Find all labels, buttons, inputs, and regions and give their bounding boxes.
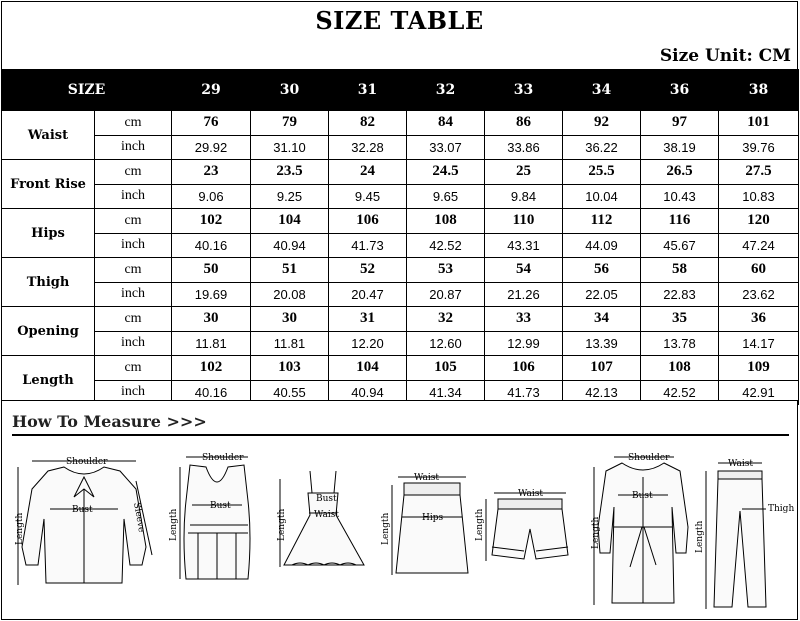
inch-value-cell: 45.67 [641,233,719,258]
inch-value-cell: 33.07 [407,135,485,160]
garment-illustrations [2,437,799,621]
page-title: SIZE TABLE [315,6,484,35]
inch-value-cell: 42.52 [641,380,719,405]
unit-inch-label: inch [95,135,172,160]
inch-value-cell: 40.16 [172,233,251,258]
cm-value-cell: 53 [407,258,485,283]
cm-value-cell: 107 [563,356,641,381]
size-unit-label: Size Unit: CM [659,46,791,66]
inch-value-cell: 47.24 [719,233,799,258]
length-label: Length [277,508,287,541]
unit-inch-label: inch [95,233,172,258]
inch-value-cell: 44.09 [563,233,641,258]
bust-label: Bust [316,494,337,504]
table-row [2,184,799,209]
thigh-label: Thigh [768,504,795,514]
inch-value-cell: 9.65 [407,184,485,209]
inch-value-cell: 20.47 [329,282,407,307]
shorts-icon [475,489,568,561]
header-size: 34 [563,70,641,111]
measurement-name: Hips [2,209,95,258]
length-label: Length [381,512,391,545]
bust-label: Bust [632,491,653,501]
cm-value-cell: 102 [172,356,251,381]
table-row [2,307,799,332]
unit-inch-label: inch [95,282,172,307]
cm-value-cell: 31 [329,307,407,332]
table-row [2,356,799,381]
cm-value-cell: 33 [485,307,563,332]
cm-value-cell: 32 [407,307,485,332]
bust-label: Bust [210,501,231,511]
inch-value-cell: 11.81 [172,331,251,356]
cm-value-cell: 36 [719,307,799,332]
inch-value-cell: 10.83 [719,184,799,209]
cm-value-cell: 54 [485,258,563,283]
inch-value-cell: 40.94 [329,380,407,405]
table-row [2,111,799,136]
cm-value-cell: 58 [641,258,719,283]
inch-value-cell: 11.81 [251,331,329,356]
sleeve-label: Sleeve [131,501,147,534]
unit-cm-label: cm [95,209,172,234]
inch-value-cell: 40.94 [251,233,329,258]
header-size: 32 [407,70,485,111]
size-table [1,69,799,405]
inch-value-cell: 13.39 [563,331,641,356]
cm-value-cell: 101 [719,111,799,136]
header-size: 30 [251,70,329,111]
cm-value-cell: 116 [641,209,719,234]
inch-value-cell: 41.34 [407,380,485,405]
measurement-name: Opening [2,307,95,356]
section-divider [12,434,789,436]
inch-value-cell: 39.76 [719,135,799,160]
inch-value-cell: 21.26 [485,282,563,307]
cm-value-cell: 30 [251,307,329,332]
inch-value-cell: 41.73 [485,380,563,405]
inch-value-cell: 41.73 [329,233,407,258]
inch-value-cell: 12.60 [407,331,485,356]
inch-value-cell: 10.43 [641,184,719,209]
length-label: Length [475,508,485,541]
cm-value-cell: 106 [485,356,563,381]
inch-value-cell: 19.69 [172,282,251,307]
cm-value-cell: 108 [407,209,485,234]
cm-value-cell: 23 [172,160,251,185]
cm-value-cell: 82 [329,111,407,136]
cm-value-cell: 56 [563,258,641,283]
cm-value-cell: 120 [719,209,799,234]
unit-cm-label: cm [95,307,172,332]
measurement-name: Length [2,356,95,405]
cm-value-cell: 52 [329,258,407,283]
length-label: Length [695,520,705,553]
waist-label: Waist [414,473,439,483]
waist-label: Waist [728,459,753,469]
cm-value-cell: 51 [251,258,329,283]
inch-value-cell: 9.25 [251,184,329,209]
inch-value-cell: 36.22 [563,135,641,160]
header-size: 33 [485,70,563,111]
cm-value-cell: 103 [251,356,329,381]
inch-value-cell: 38.19 [641,135,719,160]
blouse-icon [15,457,152,585]
cm-value-cell: 25 [485,160,563,185]
cm-value-cell: 109 [719,356,799,381]
waist-label: Waist [518,489,543,499]
table-row [2,135,799,160]
cm-value-cell: 24 [329,160,407,185]
inch-value-cell: 31.10 [251,135,329,160]
cm-value-cell: 30 [172,307,251,332]
inch-value-cell: 33.86 [485,135,563,160]
length-label: Length [15,512,25,545]
unit-inch-label: inch [95,331,172,356]
inch-value-cell: 9.06 [172,184,251,209]
cm-value-cell: 26.5 [641,160,719,185]
cm-value-cell: 92 [563,111,641,136]
cm-value-cell: 79 [251,111,329,136]
cm-value-cell: 27.5 [719,160,799,185]
unit-cm-label: cm [95,160,172,185]
inch-value-cell: 22.83 [641,282,719,307]
pants-icon [695,459,794,609]
cm-value-cell: 86 [485,111,563,136]
tank-top-icon [169,453,250,579]
inch-value-cell: 40.55 [251,380,329,405]
unit-cm-label: cm [95,111,172,136]
inch-value-cell: 29.92 [172,135,251,160]
length-label: Length [591,516,601,549]
inch-value-cell: 23.62 [719,282,799,307]
cm-value-cell: 105 [407,356,485,381]
cm-value-cell: 23.5 [251,160,329,185]
inch-value-cell: 20.87 [407,282,485,307]
table-row [2,331,799,356]
measurement-name: Thigh [2,258,95,307]
header-size: 36 [641,70,719,111]
cm-value-cell: 25.5 [563,160,641,185]
unit-inch-label: inch [95,184,172,209]
header-size: 31 [329,70,407,111]
table-row [2,160,799,185]
inch-value-cell: 14.17 [719,331,799,356]
inch-value-cell: 22.05 [563,282,641,307]
cm-value-cell: 76 [172,111,251,136]
table-header-row [2,70,799,111]
cm-value-cell: 102 [172,209,251,234]
inch-value-cell: 12.99 [485,331,563,356]
cm-value-cell: 34 [563,307,641,332]
inch-value-cell: 32.28 [329,135,407,160]
cm-value-cell: 97 [641,111,719,136]
cm-value-cell: 35 [641,307,719,332]
coat-icon [591,453,688,605]
inch-value-cell: 42.52 [407,233,485,258]
dress-icon [277,471,364,567]
bust-label: Bust [72,505,93,515]
shoulder-label: Shoulder [202,453,244,463]
unit-cm-label: cm [95,356,172,381]
header-size-label: SIZE [2,70,172,111]
inch-value-cell: 9.84 [485,184,563,209]
how-to-measure-section [1,400,798,620]
measurement-name: Waist [2,111,95,160]
waist-label: Waist [314,510,339,520]
header-size: 29 [172,70,251,111]
table-row [2,258,799,283]
table-row [2,209,799,234]
how-to-measure-title: How To Measure >>> [12,412,207,431]
inch-value-cell: 10.04 [563,184,641,209]
cm-value-cell: 110 [485,209,563,234]
size-table-body [2,70,799,405]
unit-cm-label: cm [95,258,172,283]
inch-value-cell: 42.91 [719,380,799,405]
cm-value-cell: 50 [172,258,251,283]
cm-value-cell: 104 [251,209,329,234]
inch-value-cell: 40.16 [172,380,251,405]
length-label: Length [169,508,179,541]
cm-value-cell: 108 [641,356,719,381]
cm-value-cell: 106 [329,209,407,234]
shoulder-label: Shoulder [628,453,670,463]
inch-value-cell: 42.13 [563,380,641,405]
inch-value-cell: 20.08 [251,282,329,307]
cm-value-cell: 84 [407,111,485,136]
cm-value-cell: 104 [329,356,407,381]
shoulder-label: Shoulder [66,457,108,467]
inch-value-cell: 12.20 [329,331,407,356]
inch-value-cell: 13.78 [641,331,719,356]
skirt-icon [381,473,468,575]
header-size: 38 [719,70,799,111]
inch-value-cell: 9.45 [329,184,407,209]
unit-inch-label: inch [95,380,172,405]
cm-value-cell: 24.5 [407,160,485,185]
table-row [2,233,799,258]
hips-label: Hips [422,513,444,523]
cm-value-cell: 112 [563,209,641,234]
title-box [1,1,798,70]
measurement-name: Front Rise [2,160,95,209]
inch-value-cell: 43.31 [485,233,563,258]
table-row [2,282,799,307]
cm-value-cell: 60 [719,258,799,283]
